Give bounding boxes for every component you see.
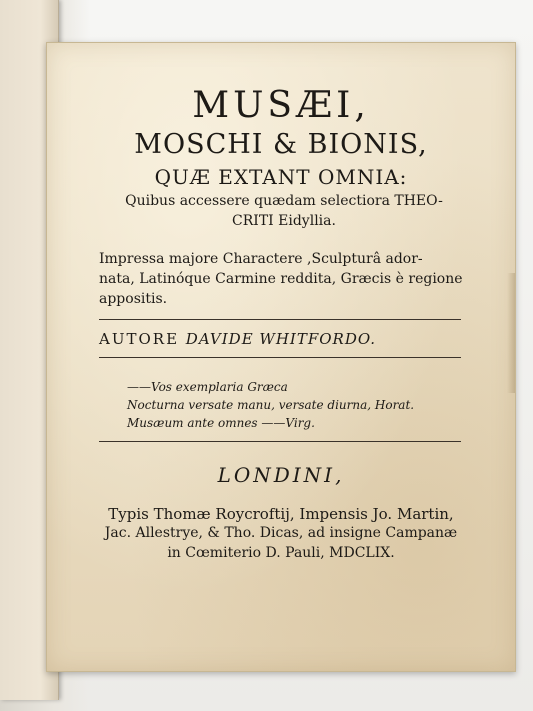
description-line1: Impressa majore Charactere ,Sculpturâ ador- [99, 251, 423, 267]
quote-line2: Nocturna versate manu, versate diurna, Horat. [127, 398, 415, 412]
imprint-line2: Jac. Allestrye, & Tho. Dicas, ad insigne Campanæ [104, 525, 458, 541]
quote-line1: ——Vos exemplaria Græca [127, 380, 288, 394]
description-line3: appositis. [99, 291, 168, 307]
title-moschi-bionis: MOSCHI & BIONIS, [134, 129, 428, 160]
author-name: DAVIDE WHITFORDO. [185, 330, 377, 348]
subtitle-line1: Quibus accessere quædam selectiora THEO- [125, 193, 443, 209]
quote-line3: Musæum ante omnes ——Virg. [127, 416, 315, 430]
title-musaei: MUSÆI, [192, 85, 370, 126]
title-page-text [47, 43, 515, 671]
author-prefix: AUTORE [99, 330, 186, 348]
imprint-city: LONDINI, [217, 463, 345, 487]
divider-rule [99, 357, 461, 358]
author-line [99, 330, 479, 348]
imprint-line1: Typis Thomæ Roycroftij, Impensis Jo. Martin, [108, 505, 454, 523]
title-page [46, 42, 516, 672]
description-line2: nata, Latinóque Carmine reddita, Græcis è regione [99, 271, 463, 287]
title-quae-extant: QUÆ EXTANT OMNIA: [154, 165, 408, 189]
divider-rule [99, 441, 461, 442]
subtitle-line2: CRITI Eidyllia. [232, 213, 336, 229]
imprint-line3: in Cœmiterio D. Pauli, MDCLIX. [167, 545, 395, 561]
divider-rule [99, 319, 461, 320]
